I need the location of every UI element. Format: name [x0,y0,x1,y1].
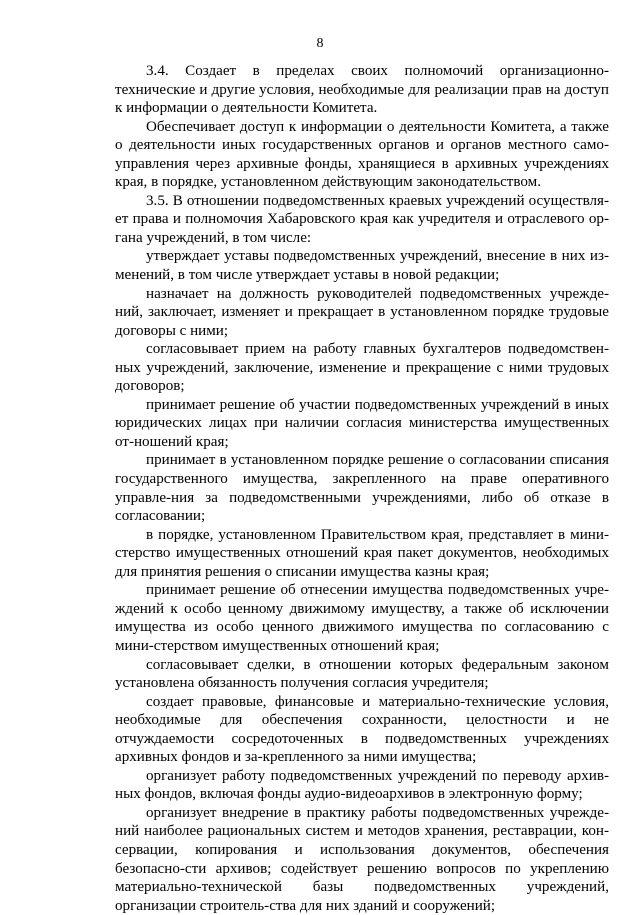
paragraph: принимает решение об отнесении имущества подведомственных учре-ждений к особо ценному движимому имуществу, а также об исключении имущества из особо ценного движимого имущества по согласованию с мини-стерством имущественных отношений края; [115,582,609,654]
paragraph: назначает на должность руководителей подведомственных учрежде-ний, заключает, изменяет и прекращает в установленном порядке трудовые договоры с ними; [115,285,609,339]
page-number: 8 [316,36,324,51]
paragraph: создает правовые, финансовые и материально-технические условия, необходимые для обеспечения сохранности, целостности и не отчуждаемости сосредоточенных в подведомственных учреждениях архивных фондов и за-крепленного за ними имущества; [115,693,609,766]
paragraph: утверждает уставы подведомственных учреждений, внесение в них из-менений, в том числе утверждает уставы в новой редакции; [115,248,609,284]
paragraph: в порядке, установленном Правительством края, представляет в мини-стерство имущественных отношений края пакет документов, необходимых для принятия решения о списании имущества казны края; [115,526,609,580]
paragraph: Обеспечивает доступ к информации о деятельности Комитета, а также о деятельности иных государственных органов и органов местного само-управления через архивные фонды, хранящиеся в архивных учреждениях края, в порядке, установленном действующим законодательством. [115,118,609,191]
paragraph: 3.5. В отношении подведомственных краевых учреждений осуществля-ет права и полномочия Хабаровского края как учредителя и отраслевого ор-гана учреждений, в том числе: [115,192,609,246]
paragraph: 3.4. Создает в пределах своих полномочий организационно-технические и другие условия, необходимые для реализации прав на доступ к информации о деятельности Комитета. [115,63,609,117]
paragraph: принимает решение об участии подведомственных учреждений в иных юридических лицах при наличии согласия министерства имущественных от-ношений края; [115,396,609,450]
paragraph: согласовывает сделки, в отношении которых федеральным законом установлена обязанность получения согласия учредителя; [115,656,609,692]
paragraph: принимает в установленном порядке решение о согласовании списания государственного имущества, закрепленного на праве оперативного управле-ния за подведомственными учреждениями, либо об отказе в согласовании; [115,452,609,525]
paragraph: организует внедрение в практику работы подведомственных учрежде-ний наиболее рациональных систем и методов хранения, реставрации, кон-сервации, копирования и использования документов, обеспечения безопасно-сти архивов; содействует решению вопросов по укреплению материально-технической базы подведомственных учреждений, организации строитель-ства для них зданий и сооружений; [115,804,609,914]
paragraph: организует работу подведомственных учреждений по переводу архив-ных фондов, включая фонды аудио-видеоархивов в электронную форму; [115,767,609,803]
paragraph: согласовывает прием на работу главных бухгалтеров подведомствен-ных учреждений, заключение, изменение и прекращение с ними трудовых договоров; [115,341,609,395]
document-body [115,62,609,915]
